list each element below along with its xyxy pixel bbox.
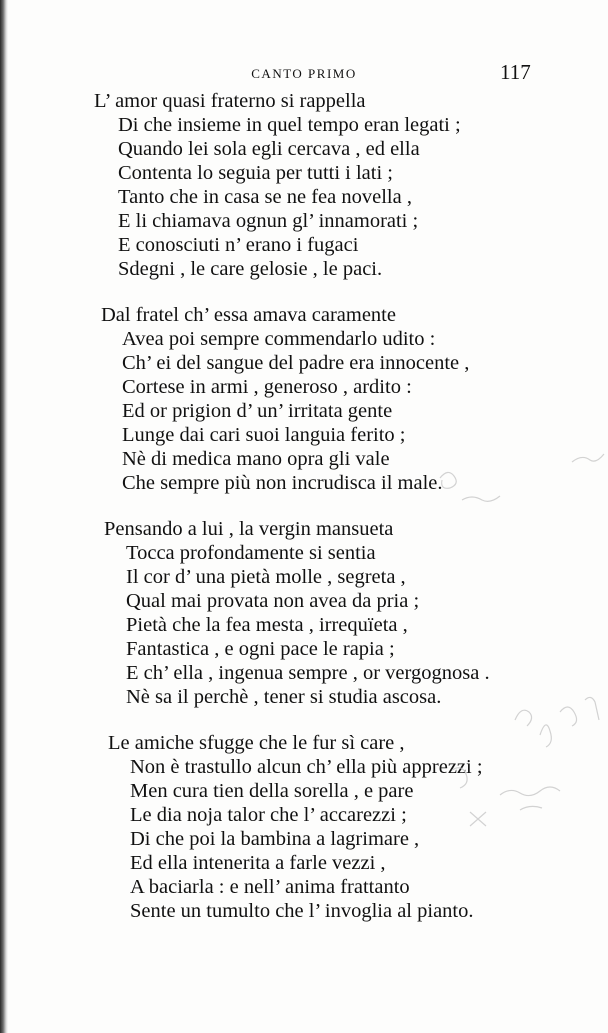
verse-line: A baciarla : e nell’ anima frattanto (130, 876, 410, 898)
verse-line: E li chiamava ognun gl’ innamorati ; (118, 210, 419, 232)
verse-line: Cortese in armi , generoso , ardito : (122, 376, 412, 398)
verse-line: E ch’ ella , ingenua sempre , or vergognosa . (126, 662, 490, 684)
verse-line: Sente un tumulto che l’ invoglia al pianto. (130, 900, 474, 922)
verse-line: Lunge dai cari suoi languia ferito ; (122, 424, 406, 446)
verse-line: Ed ella intenerita a farle vezzi , (130, 852, 386, 874)
verse-line: Pietà che la fea mesta , irrequïeta , (126, 614, 408, 636)
verse-line: Tocca profondamente si sentia (126, 542, 376, 564)
verse-line: Avea poi sempre commendarlo udito : (122, 328, 436, 350)
running-title: CANTO PRIMO (251, 66, 357, 81)
verse-line: Men cura tien della sorella , e pare (130, 780, 414, 802)
verse-line: Nè sa il perchè , tener si studia ascosa. (126, 686, 442, 708)
page-number: 117 (500, 60, 531, 84)
verse-line: Le dia noja talor che l’ accarezzi ; (130, 804, 407, 826)
verse-line: Quando lei sola egli cercava , ed ella (118, 138, 420, 160)
verse-line: Di che insieme in quel tempo eran legati ; (118, 114, 461, 136)
verse-line: Che sempre più non incrudisca il male. (122, 472, 443, 494)
page-binding-shadow (0, 0, 8, 1033)
verse-line: Il cor d’ una pietà molle , segreta , (126, 566, 406, 588)
verse-line: Contenta lo seguia per tutti i lati ; (118, 162, 393, 184)
verse-line: Le amiche sfugge che le fur sì care , (108, 732, 405, 754)
verse-line: E conosciuti n’ erano i fugaci (118, 234, 359, 256)
verse-line: Ed or prigion d’ un’ irritata gente (122, 400, 393, 422)
verse-line: Dal fratel ch’ essa amava caramente (101, 304, 396, 326)
verse-line: Tanto che in casa se ne fea novella , (118, 186, 412, 208)
verse-line: Pensando a lui , la vergin mansueta (104, 518, 394, 540)
verse-line: Fantastica , e ogni pace le rapia ; (126, 638, 395, 660)
verse-line: L’ amor quasi fraterno si rappella (94, 90, 366, 112)
verse-line: Di che poi la bambina a lagrimare , (130, 828, 420, 850)
verse-line: Nè di medica mano opra gli vale (122, 448, 390, 470)
verse-line: Non è trastullo alcun ch’ ella più apprezzi ; (130, 756, 483, 778)
verse-line: Sdegni , le care gelosie , le paci. (118, 258, 383, 280)
verse-line: Qual mai provata non avea da pria ; (126, 590, 420, 612)
verse-line: Ch’ ei del sangue del padre era innocente , (122, 352, 470, 374)
